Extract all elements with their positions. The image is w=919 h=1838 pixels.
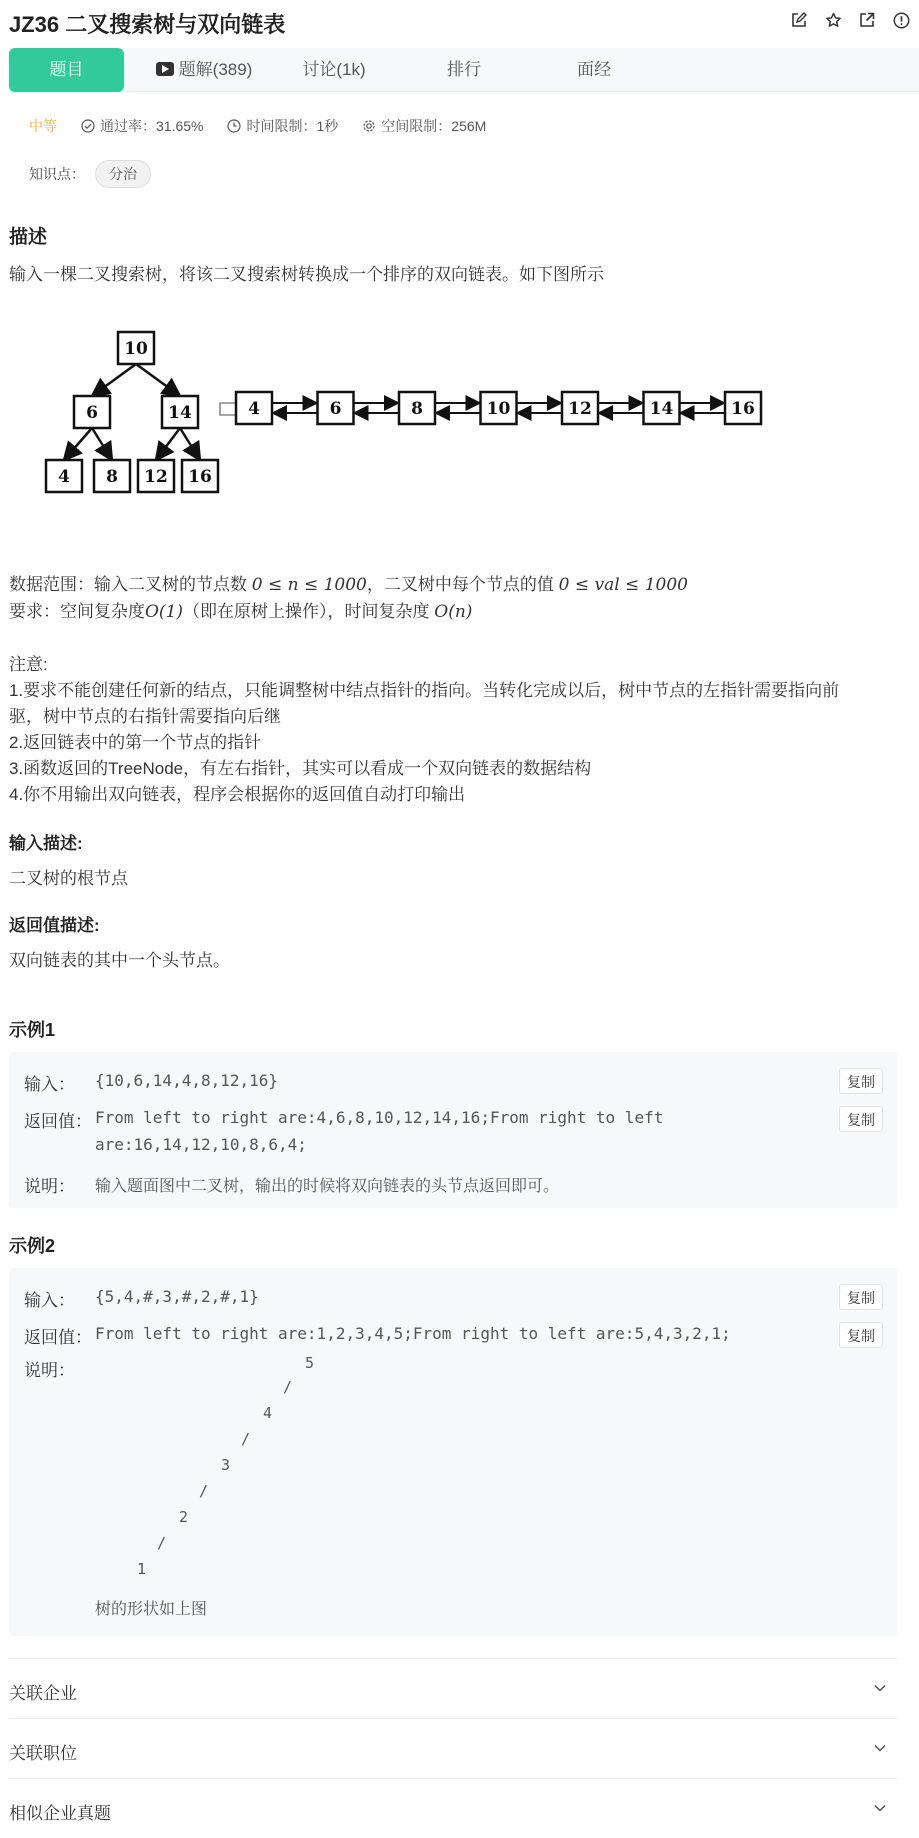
tab-ranking[interactable] — [409, 48, 519, 92]
tree-edge — [180, 428, 200, 460]
copy-button[interactable]: 复制 — [839, 1322, 883, 1348]
pass-rate-text: 通过率：31.65% — [100, 118, 204, 134]
tree-node-1: 1 — [137, 1560, 147, 1578]
accordion-label: 关联职位 — [9, 1744, 77, 1763]
knowledge-tag[interactable]: 分治 — [95, 160, 151, 188]
svg-text:6: 6 — [329, 399, 342, 419]
problem-meta — [29, 116, 510, 136]
data-range-prefix: 数据范围：输入二叉树的节点数 — [9, 575, 252, 594]
list-node — [399, 392, 435, 424]
svg-text:12: 12 — [144, 467, 168, 487]
svg-text:14: 14 — [649, 399, 674, 419]
space-limit — [362, 116, 486, 136]
tree-node — [118, 332, 154, 364]
knowledge-label: 知识点： — [29, 166, 85, 182]
example2-heading: 示例2 — [9, 1236, 56, 1256]
tab-label: 排行 — [447, 60, 481, 79]
requirement-prefix: 要求：空间复杂度 — [9, 602, 145, 621]
tree-node — [94, 460, 130, 492]
accordion-label: 关联企业 — [9, 1684, 77, 1703]
svg-text:4: 4 — [248, 399, 260, 419]
example2-input: {5,4,#,3,#,2,#,1} — [95, 1287, 259, 1306]
svg-text:14: 14 — [168, 403, 192, 423]
output-desc-heading: 返回值描述: — [9, 916, 100, 935]
example1-heading: 示例1 — [9, 1020, 56, 1040]
tree-edge: / — [199, 1482, 209, 1500]
copy-button[interactable]: 复制 — [839, 1284, 883, 1310]
data-range-mid: ，二叉树中每个节点的值 — [366, 575, 559, 594]
copy-button[interactable]: 复制 — [839, 1068, 883, 1094]
example1-return-line1: From left to right are:4,6,8,10,12,14,16;From right to left — [95, 1108, 664, 1127]
input-desc-heading: 输入描述: — [9, 834, 83, 853]
note-3: 3.函数返回的TreeNode，有左右指针，其实可以看成一个双向链表的数据结构 — [9, 759, 592, 778]
tree-node — [182, 460, 218, 492]
range-val-expr: 0 ≤ val ≤ 1000 — [558, 575, 688, 595]
tree-edge — [92, 428, 112, 460]
tab-discussion[interactable] — [279, 48, 389, 92]
space-limit-text: 空间限制：256M — [381, 118, 487, 134]
tree-node — [138, 460, 174, 492]
tab-interview[interactable] — [539, 48, 649, 92]
svg-text:8: 8 — [411, 399, 423, 419]
example1-return-line2: are:16,14,12,10,8,6,4; — [95, 1135, 307, 1154]
svg-text:8: 8 — [106, 467, 118, 487]
tab-label: 题解(389) — [178, 60, 253, 79]
time-limit-text: 时间限制：1秒 — [246, 118, 339, 134]
description-intro: 输入一棵二叉搜索树，将该二叉搜索树转换成一个排序的双向链表。如下图所示 — [9, 265, 604, 284]
example2-input-label: 输入： — [24, 1291, 75, 1310]
svg-text:16: 16 — [188, 467, 212, 487]
tree-edge — [156, 428, 180, 460]
tab-solutions[interactable] — [144, 48, 264, 92]
tree-node-5: 5 — [305, 1354, 315, 1372]
svg-text:4: 4 — [58, 467, 70, 487]
knowledge-points — [29, 160, 151, 188]
note-4: 4.你不用输出双向链表，程序会根据你的返回值自动打印输出 — [9, 785, 466, 804]
note-title: 注意: — [9, 655, 48, 674]
example1-input-label: 输入： — [24, 1075, 75, 1094]
tree-edge: / — [283, 1378, 293, 1396]
output-desc-text: 双向链表的其中一个头节点。 — [9, 951, 230, 970]
edit-icon[interactable] — [789, 10, 809, 30]
svg-text:16: 16 — [731, 399, 755, 419]
list-node — [318, 392, 354, 424]
tab-label: 题目 — [49, 60, 84, 79]
star-icon[interactable] — [823, 10, 843, 30]
svg-text:10: 10 — [486, 399, 511, 419]
bst-to-list-figure — [30, 312, 890, 512]
time-complexity: O(n) — [434, 602, 473, 622]
space-complexity: O(1) — [145, 602, 184, 622]
clock-icon — [227, 119, 241, 133]
list-node — [481, 392, 517, 424]
example2-tree-ascii — [9, 1356, 897, 1596]
tree-node-4: 4 — [263, 1404, 273, 1422]
input-desc-text: 二叉树的根节点 — [9, 869, 128, 888]
page-title: JZ36 二叉搜索树与双向链表 — [9, 12, 286, 37]
tree-node-3: 3 — [221, 1456, 231, 1474]
tab-problem[interactable] — [9, 48, 124, 92]
video-icon — [156, 62, 174, 76]
note-1a: 1.要求不能创建任何新的结点，只能调整树中结点指针的指向。当转化完成以后，树中节点的左指针需要指向前 — [9, 681, 840, 700]
example1-explain: 输入题面图中二叉树，输出的时候将双向链表的头节点返回即可。 — [95, 1178, 560, 1195]
example1-input: {10,6,14,4,8,12,16} — [95, 1071, 279, 1090]
check-circle-icon — [81, 119, 95, 133]
data-range — [9, 570, 688, 595]
list-node — [562, 392, 598, 424]
tree-edge: / — [241, 1430, 251, 1448]
tree-node — [46, 460, 82, 492]
list-node — [236, 392, 272, 424]
requirement-mid: （即在原树上操作），时间复杂度 — [183, 602, 435, 621]
copy-button[interactable]: 复制 — [839, 1106, 883, 1132]
chevron-down-icon — [873, 1741, 887, 1755]
note-1b: 驱，树中节点的右指针需要指向后继 — [9, 707, 281, 726]
chevron-down-icon — [873, 1681, 887, 1695]
alert-icon[interactable] — [891, 10, 911, 30]
accordion-similar-questions[interactable] — [9, 1778, 897, 1838]
svg-text:10: 10 — [124, 339, 148, 359]
problem-header — [9, 0, 911, 44]
accordion-label: 相似企业真题 — [9, 1804, 111, 1823]
example1-return-label: 返回值： — [24, 1112, 92, 1131]
share-icon[interactable] — [857, 10, 877, 30]
accordion-related-companies[interactable] — [9, 1658, 897, 1718]
tab-bar — [9, 48, 919, 92]
example1-box — [9, 1052, 897, 1208]
header-actions — [789, 10, 911, 30]
tree-edge — [92, 364, 136, 396]
tree-node-2: 2 — [179, 1508, 189, 1526]
note-2: 2.返回链表中的第一个节点的指针 — [9, 733, 262, 752]
tree-node — [74, 396, 110, 428]
tree-edge — [64, 428, 92, 460]
list-node — [644, 392, 680, 424]
gear-icon — [362, 119, 376, 133]
tree-edge: / — [157, 1534, 167, 1552]
tab-label: 讨论(1k) — [302, 60, 366, 79]
complexity-requirement — [9, 597, 472, 622]
svg-text:12: 12 — [568, 399, 592, 419]
example1-explain-label: 说明： — [24, 1177, 75, 1196]
example2-return: From left to right are:1,2,3,4,5;From right to left are:5,4,3,2,1; — [95, 1324, 731, 1343]
description-heading: 描述 — [9, 227, 48, 248]
example2-explain: 树的形状如上图 — [95, 1601, 208, 1618]
time-limit — [227, 116, 338, 136]
difficulty-badge: 中等 — [29, 118, 57, 134]
accordion-related-positions[interactable] — [9, 1718, 897, 1778]
tree-node — [162, 396, 198, 428]
range-n-expr: 0 ≤ n ≤ 1000 — [251, 575, 367, 595]
tab-label: 面经 — [577, 60, 611, 79]
chevron-down-icon — [873, 1801, 887, 1815]
example2-explain-label: 说明： — [24, 1361, 75, 1380]
example2-box — [9, 1268, 897, 1636]
tree-edge — [136, 364, 180, 396]
example2-return-label: 返回值： — [24, 1328, 92, 1347]
pass-rate — [81, 116, 203, 136]
list-node — [725, 392, 761, 424]
svg-text:6: 6 — [86, 403, 98, 423]
